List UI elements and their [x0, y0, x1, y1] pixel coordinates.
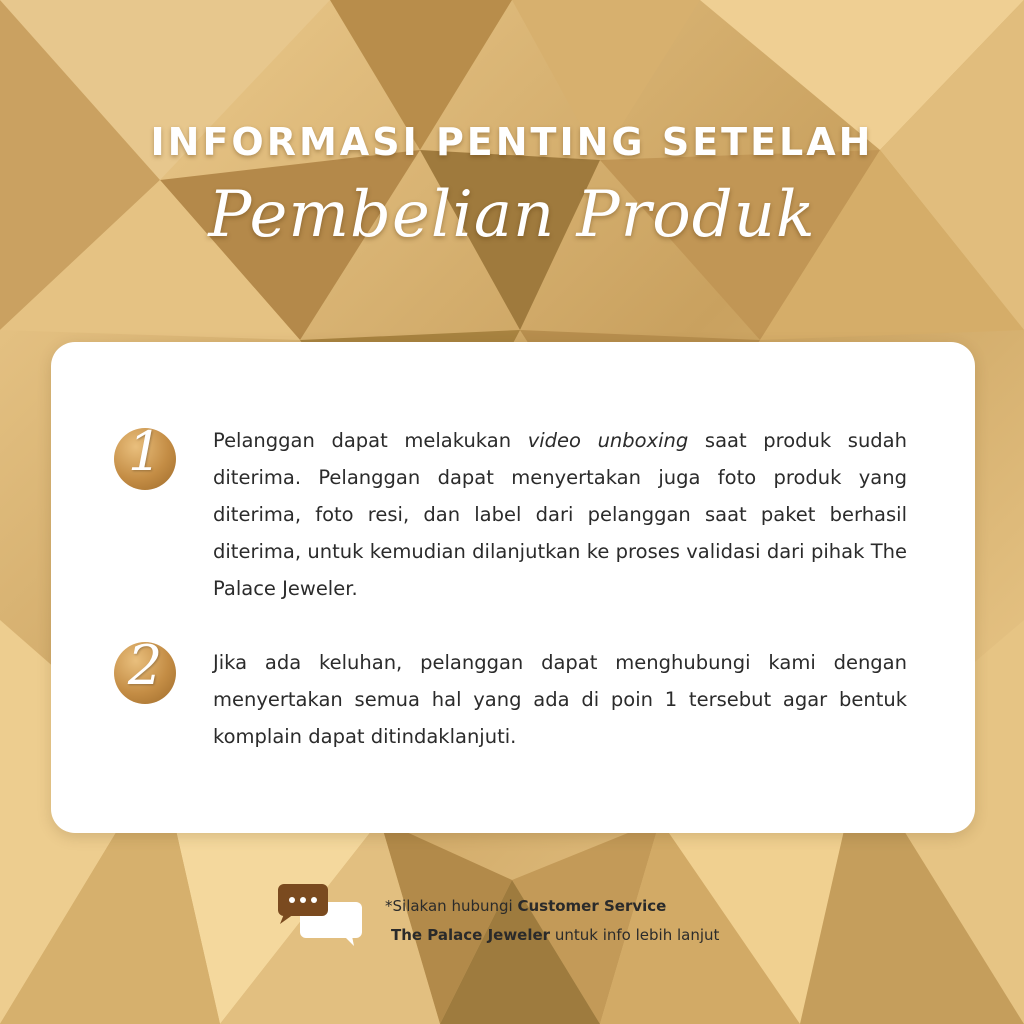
number-badge-1 — [114, 420, 176, 490]
chat-bubbles-icon — [278, 884, 368, 948]
item-1-text — [213, 422, 907, 607]
item-1-text-italic: video unboxing — [527, 429, 689, 452]
footer-note — [385, 892, 719, 950]
footer-brand: The Palace Jeweler — [391, 926, 551, 944]
number-2: 2 — [127, 634, 163, 697]
heading-line-1: INFORMASI PENTING SETELAH — [150, 120, 874, 164]
footer-line-1 — [385, 892, 719, 921]
footer-prefix: *Silakan hubungi — [385, 897, 518, 915]
item-1-text-end: saat produk sudah diterima. Pelanggan dapat menyertakan juga foto produk yang diterima, foto resi, dan label dari pelanggan saat paket berhasil diterima, untuk kemudian dilanjutkan ke proses validasi dari pihak The Palace Jeweler. — [213, 429, 907, 600]
heading-line-2: Pembelian Produk — [208, 178, 816, 252]
info-card — [51, 342, 975, 833]
number-1: 1 — [127, 420, 163, 483]
footer-customer-service: Customer Service — [517, 897, 667, 915]
item-1-text-start: Pelanggan dapat melakukan — [213, 429, 528, 452]
footer-line-2 — [385, 921, 719, 950]
number-badge-2 — [114, 634, 176, 704]
footer-suffix: untuk info lebih lanjut — [550, 926, 720, 944]
item-2-text: Jika ada keluhan, pelanggan dapat menghubungi kami dengan menyertakan semua hal yang ada di poin 1 tersebut agar bentuk komplain dapat ditindaklanjuti. — [213, 651, 907, 748]
